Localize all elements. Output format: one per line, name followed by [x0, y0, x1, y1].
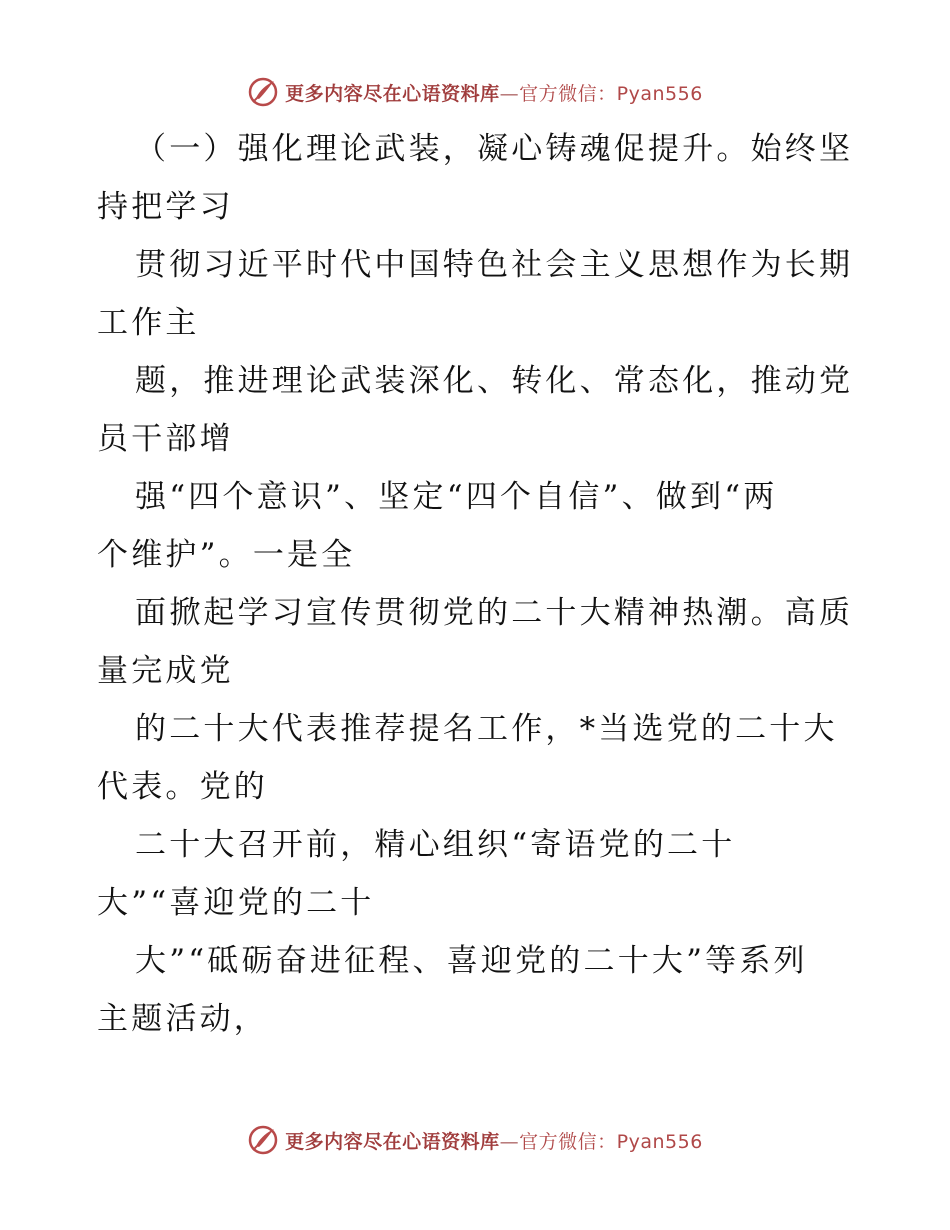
document-body — [97, 120, 857, 1048]
watermark-brand: 更多内容尽在心语资料库 — [285, 82, 500, 105]
watermark-separator: — — [499, 82, 520, 105]
footer-watermark — [0, 1120, 950, 1160]
watermark-separator: — — [499, 1130, 520, 1153]
watermark-text — [285, 79, 703, 106]
body-line: 员干部增 — [97, 421, 234, 457]
body-line: 二十大召开前，精心组织“寄语党的二十 — [135, 827, 736, 863]
watermark-text — [285, 1127, 703, 1154]
body-line: 贯彻习近平时代中国特色社会主义思想作为长期 — [135, 247, 854, 283]
body-line: 代表。党的 — [97, 769, 268, 805]
body-line: 大”“砥砺奋进征程、喜迎党的二十大”等系列 — [135, 943, 808, 979]
watermark-contact: 官方微信：Pyan556 — [519, 1130, 703, 1153]
quill-logo-icon — [247, 1124, 279, 1156]
body-line: 题，推进理论武装深化、转化、常态化，推动党 — [135, 363, 854, 399]
quill-logo-icon — [247, 76, 279, 108]
body-line: 主题活动， — [97, 1001, 268, 1037]
body-line: 持把学习 — [97, 189, 234, 225]
watermark-brand: 更多内容尽在心语资料库 — [285, 1130, 500, 1153]
header-watermark — [0, 72, 950, 112]
watermark-contact: 官方微信：Pyan556 — [519, 82, 703, 105]
body-line: 强“四个意识”、坚定“四个自信”、做到“两 — [135, 479, 778, 515]
body-line: 量完成党 — [97, 653, 234, 689]
body-line: 面掀起学习宣传贯彻党的二十大精神热潮。高质 — [135, 595, 854, 631]
body-line: （一）强化理论武装，凝心铸魂促提升。始终坚 — [135, 131, 854, 167]
body-line: 个维护”。一是全 — [97, 537, 356, 573]
body-line: 大”“喜迎党的二十 — [97, 885, 375, 921]
body-line: 的二十大代表推荐提名工作，*当选党的二十大 — [135, 711, 838, 747]
body-line: 工作主 — [97, 305, 200, 341]
